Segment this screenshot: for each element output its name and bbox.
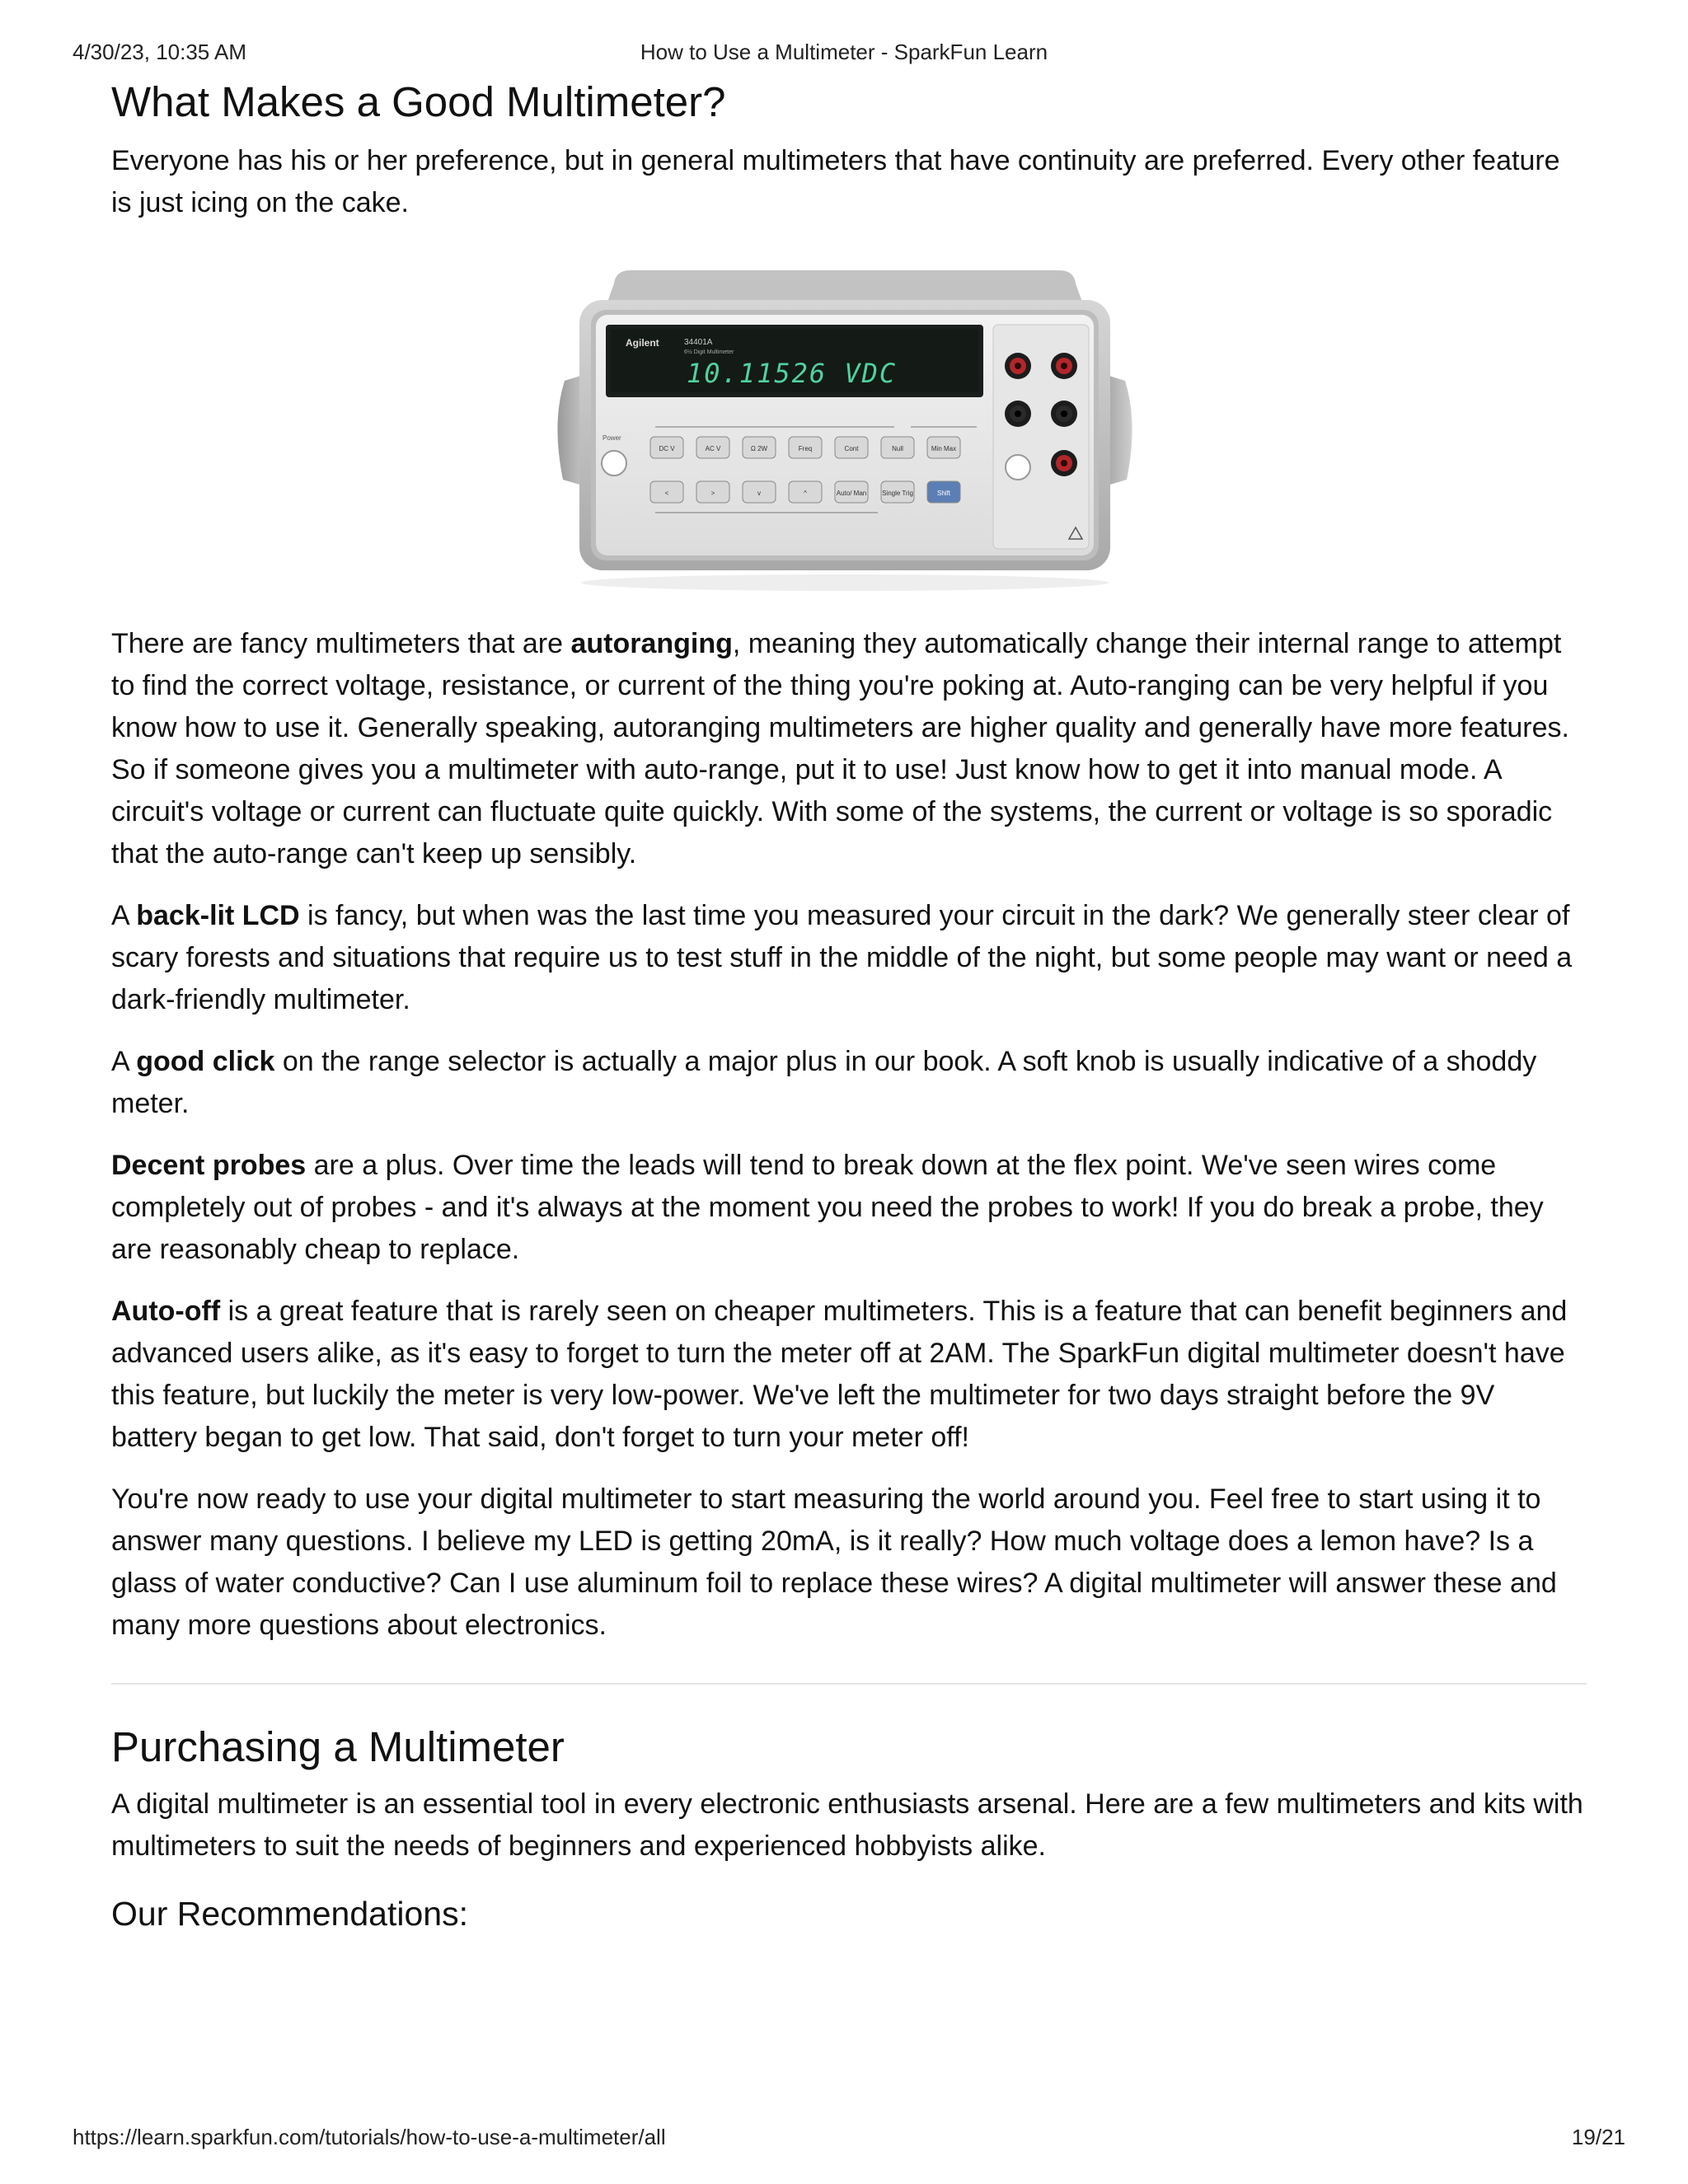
autooff-text-after: is a great feature that is rarely seen on cheaper multimeters. This is a feature that can benefit beginners and advanced users alike, as it's easy to forget to turn the meter off at 2AM. The SparkFun digital multimeter doesn't have this feature, but luckily the meter is very low-power. We've left the multimeter for two days straight before the 9V battery began to get low. That said, don't forget to turn your meter off! [111,1296,1568,1453]
meter-button-label: AC V [705,445,721,452]
autorange-text-after: , meaning they automatically change their internal range to attempt to find the correct voltage, resistance, or current of the thing you're poking at. Auto-ranging can be very helpful if you know how to use it. Generally speaking, autoranging multimeters are higher quality and generally have more features. So if someone gives you a multimeter with auto-range, put it to use! Just know how to get it into manual mode. A circuit's voltage or current can fluctuate quite quickly. With some of the systems, the current or voltage is so sporadic that the auto-range can't keep up sensibly. [111,628,1569,869]
print-page-number: 19/21 [1571,2125,1625,2149]
print-header [0,40,1688,68]
power-button [602,451,626,476]
brand-label: Agilent [626,337,659,349]
meter-button-label: Shift [936,490,951,497]
section-heading-good-multimeter: What Makes a Good Multimeter? [111,78,726,125]
article-content [111,76,1587,1935]
meter-button-label: v [757,490,761,497]
meter-button-label: Ω 2W [750,445,768,452]
meter-button-label: DC V [659,445,675,452]
autoranging-term: autoranging [570,628,733,659]
meter-button-label: Min Max [931,445,957,452]
paragraph-auto-off [111,1291,1587,1459]
model-label: 34401A [684,338,713,347]
meter-button-label: < [664,490,669,497]
decent-probes-term: Decent probes [111,1150,307,1181]
paragraph-backlit-lcd [111,895,1587,1021]
agilent-multimeter-illustration [548,265,1142,595]
click-text-after: on the range selector is actually a major plus in our book. A soft knob is usually indicative of a shoddy meter. [111,1046,1537,1119]
print-datetime: 4/30/23, 10:35 AM [73,40,247,64]
autorange-text-before: There are fancy multimeters that are [111,628,571,659]
paragraph-intro: Everyone has his or her preference, but in general multimeters that have continuity are preferred. Every other feature is just icing on the cake. [111,145,1560,218]
meter-button-label: ^ [804,490,807,497]
meter-button-label: > [710,490,715,497]
auto-off-term: Auto-off [111,1296,221,1327]
paragraph-autoranging [111,623,1587,875]
meter-button-label: Freq [798,445,813,452]
print-footer [0,2125,1688,2153]
print-page-title: How to Use a Multimeter - SparkFun Learn [640,40,1048,64]
lcd-readout: 10.11526 VDC [687,358,898,389]
probes-text-after: are a plus. Over time the leads will tend to break down at the flex point. We've seen wires come completely out of probes - and it's always at the moment you need the probes to work! If you do break a probe, they are reasonably cheap to replace. [111,1150,1544,1265]
section-heading-purchasing: Purchasing a Multimeter [111,1723,565,1770]
multimeter-image [548,265,1142,595]
click-text-before: A [111,1046,137,1077]
backlit-text-before: A [111,900,137,931]
good-click-term: good click [136,1046,275,1077]
print-url: https://learn.sparkfun.com/tutorials/how-to-use-a-multimeter/all [73,2125,666,2149]
paragraph-ready: You're now ready to use your digital multimeter to start measuring the world around you. Feel free to start using it to answer many questions. I believe my LED is getting 20mA, is it really? How much voltage does a lemon have? Is a glass of water conductive? Can I use aluminum foil to replace these wires? A digital multimeter will answer these and many more questions about electronics. [111,1483,1557,1641]
paragraph-decent-probes [111,1145,1587,1271]
button-row-bottom [650,481,960,503]
button-row-top [650,437,960,458]
meter-button-label: Cont [844,445,859,452]
paragraph-good-click [111,1041,1587,1125]
meter-button-label: Single Trig [882,490,913,497]
subheading-recommendations: Our Recommendations: [111,1895,468,1933]
power-label: Power [603,434,621,442]
meter-button-label: Auto/ Man [836,490,867,497]
paragraph-purchasing-intro: A digital multimeter is an essential tool in every electronic enthusiasts arsenal. Here are a few multimeters and kits with multimeters to suit the needs of beginners and experienced hobbyists alike. [111,1788,1583,1862]
backlit-lcd-term: back-lit LCD [136,900,300,931]
model-sub-label: 6½ Digit Multimeter [684,349,734,355]
backlit-text-after: is fancy, but when was the last time you measured your circuit in the dark? We generally steer clear of scary forests and situations that require us to test stuff in the middle of the night, but some people may want or need a dark-friendly multimeter. [111,900,1573,1015]
meter-button-label: Null [892,445,903,452]
